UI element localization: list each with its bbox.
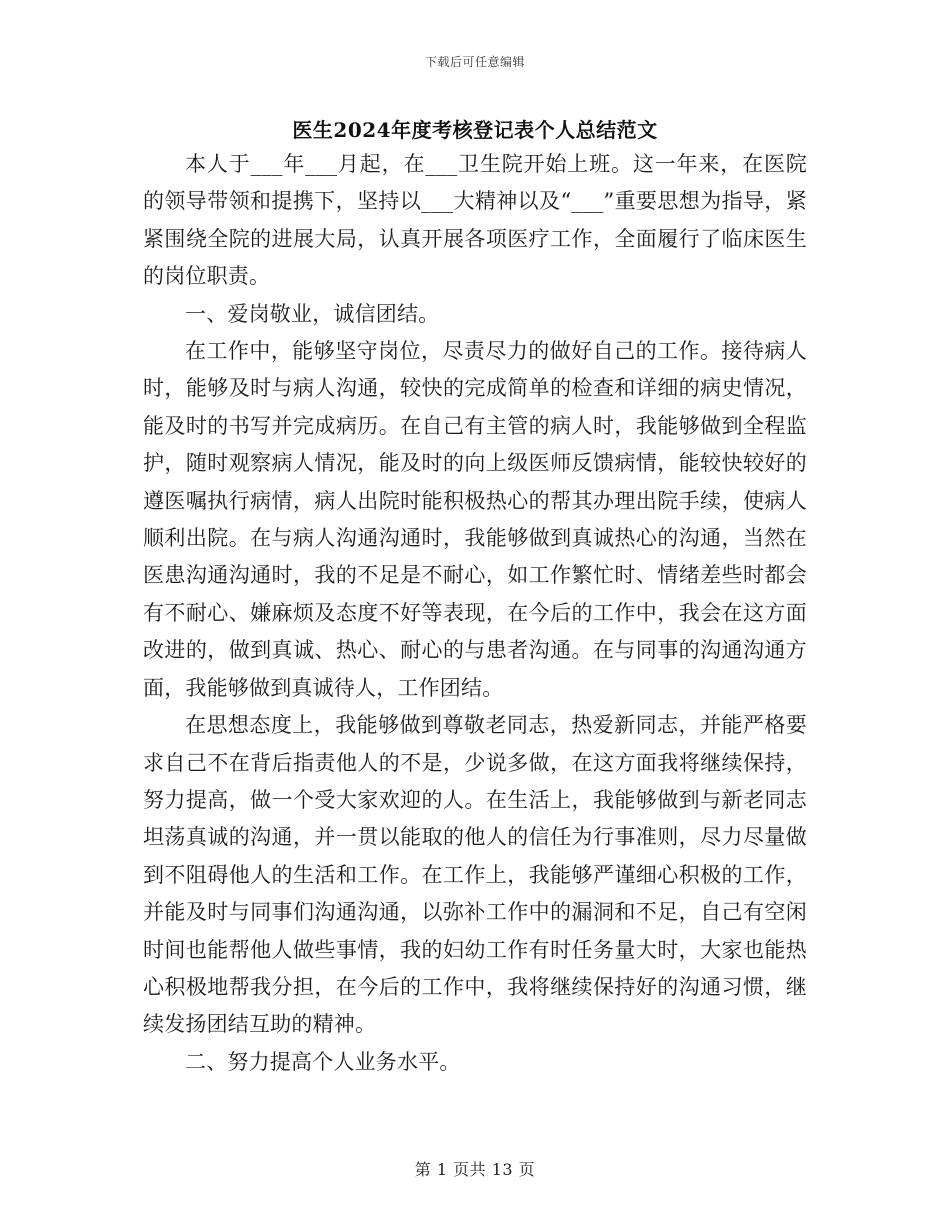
document-body xyxy=(143,146,807,1081)
page-number-footer: 第 1 页共 13 页 xyxy=(414,1160,536,1179)
paragraph-work: 在工作中，能够坚守岗位，尽责尽力的做好自己的工作。接待病人时，能够及时与病人沟通，较快的完成简单的检查和详细的病史情况，能及时的书写并完成病历。在自己有主管的病人时，我能够做到全程监护，随时观察病人情况，能及时的向上级医师反馈病情，能较快较好的遵医嘱执行病情，病人出院时能积极热心的帮其办理出院手续，使病人顺利出院。在与病人沟通沟通时，我能够做到真诚热心的沟通，当然在医患沟通沟通时，我的不足是不耐心，如工作繁忙时、情绪差些时都会有不耐心、嫌麻烦及态度不好等表现，在今后的工作中，我会在这方面改进的，做到真诚、热心、耐心的与患者沟通。在与同事的沟通沟通方面，我能够做到真诚待人，工作团结。 xyxy=(143,339,807,700)
header-note: 下载后可任意编辑 xyxy=(424,55,525,69)
paragraph-intro: 本人于___年___月起，在___卫生院开始上班。这一年来，在医院的领导带领和提携下，坚持以___大精神以及“___”重要思想为指导，紧紧围绕全院的进展大局，认真开展各项医疗工作，全面履行了临床医生的岗位职责。 xyxy=(143,152,807,289)
paragraph-attitude: 在思想态度上，我能够做到尊敬老同志，热爱新同志，并能严格要求自己不在背后指责他人的不是，少说多做，在这方面我将继续保持，努力提高，做一个受大家欢迎的人。在生活上，我能够做到与新老同志坦荡真诚的沟通，并一贯以能取的他人的信任为行事准则，尽力尽量做到不阻碍他人的生活和工作。在工作上，我能够严谨细心积极的工作，并能及时与同事们沟通沟通，以弥补工作中的漏洞和不足，自己有空闲时间也能帮他人做些事情，我的妇幼工作有时任务量大时，大家也能热心积极地帮我分担，在今后的工作中，我将继续保持好的沟通习惯，继续发扬团结互助的精神。 xyxy=(143,713,807,1037)
section-heading-1: 一、爱岗敬业，诚信团结。 xyxy=(185,301,440,326)
section-heading-2: 二、努力提高个人业务水平。 xyxy=(185,1049,461,1074)
document-title: 医生2024年度考核登记表个人总结范文 xyxy=(292,118,658,142)
